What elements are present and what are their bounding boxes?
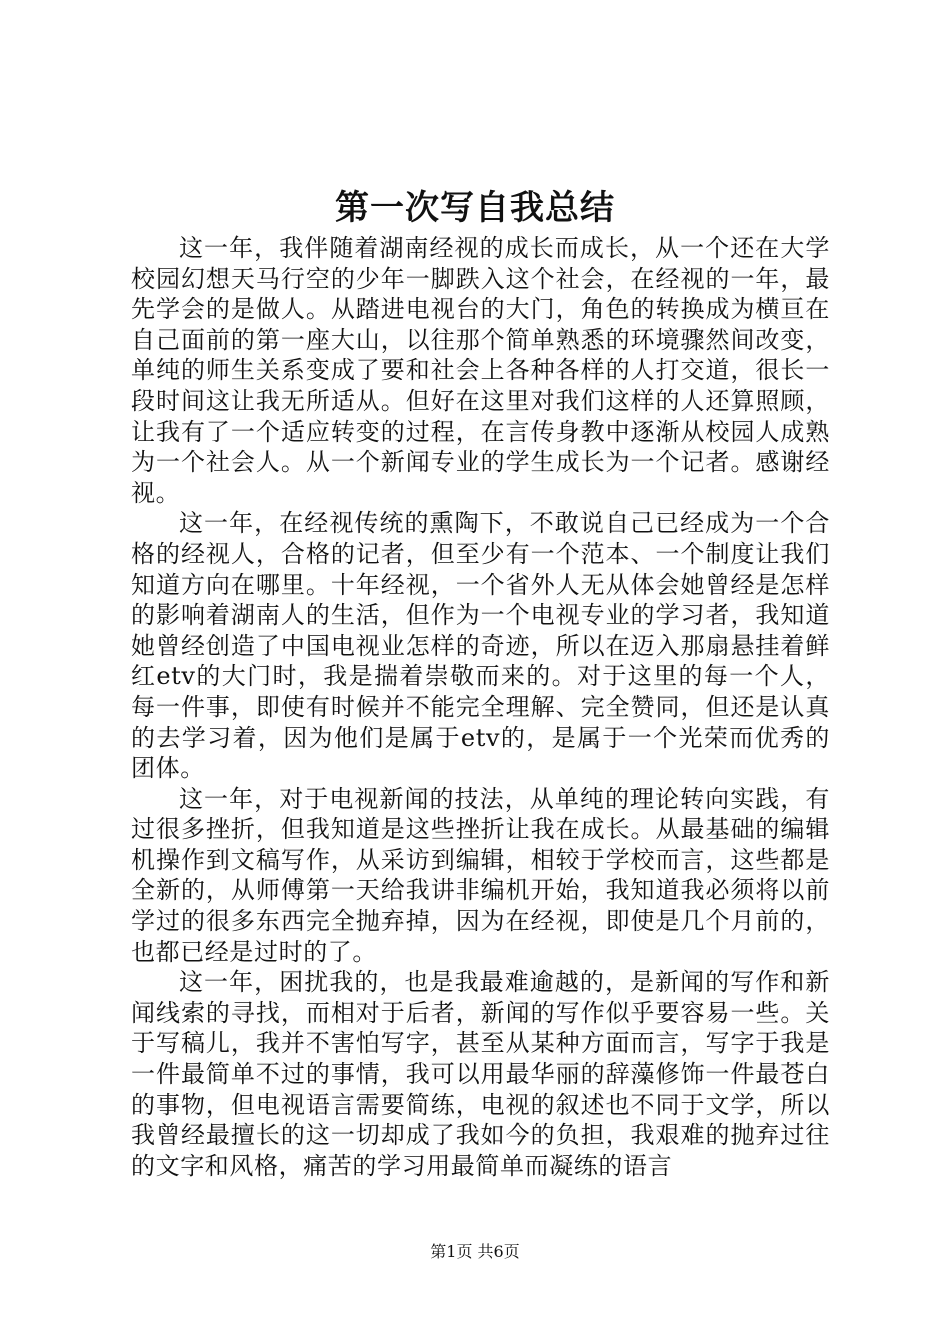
paragraph-4: 这一年，困扰我的，也是我最难逾越的，是新闻的写作和新闻线索的寻找，而相对于后者，新闻的写作似乎要容易一些。关于写稿儿，我并不害怕写字，甚至从某种方面而言，写字于我是一件最简单不过的事情，我可以用最华丽的辞藻修饰一件最苍白的事物，但电视语言需要简练，电视的叙述也不同于文学，所以我曾经最擅长的这一切却成了我如今的负担，我艰难的抛弃过往的文字和风格，痛苦的学习用最简单而凝练的语言 [131,968,830,1180]
page-footer: 第1页 共6页 [430,1242,520,1261]
paragraph-2: 这一年，在经视传统的熏陶下，不敢说自己已经成为一个合格的经视人，合格的记者，但至少有一个范本、一个制度让我们知道方向在哪里。十年经视，一个省外人无从体会她曾经是怎样的影响着湖南人的生活，但作为一个电视专业的学习者，我知道她曾经创造了中国电视业怎样的奇迹，所以在迈入那扇悬挂着鲜红etv的大门时，我是揣着崇敬而来的。对于这里的每一个人，每一件事，即使有时候并不能完全理解、完全赞同，但还是认真的去学习着，因为他们是属于etv的，是属于一个光荣而优秀的团体。 [131,509,830,783]
paragraph-3: 这一年，对于电视新闻的技法，从单纯的理论转向实践，有过很多挫折，但我知道是这些挫折让我在成长。从最基础的编辑机操作到文稿写作，从采访到编辑，相较于学校而言，这些都是全新的，从师傅第一天给我讲非编机开始，我知道我必须将以前学过的很多东西完全抛弃掉，因为在经视，即使是几个月前的，也都已经是过时的了。 [131,784,830,966]
document-title: 第一次写自我总结 [335,188,615,228]
document-body [131,233,830,1181]
paragraph-1: 这一年，我伴随着湖南经视的成长而成长，从一个还在大学校园幻想天马行空的少年一脚跌入这个社会，在经视的一年，最先学会的是做人。从踏进电视台的大门，角色的转换成为横亘在自己面前的第一座大山，以往那个简单熟悉的环境骤然间改变，单纯的师生关系变成了要和社会上各种各样的人打交道，很长一段时间这让我无所适从。但好在这里对我们这样的人还算照顾，让我有了一个适应转变的过程，在言传身教中逐渐从校园人成熟为一个社会人。从一个新闻专业的学生成长为一个记者。感谢经视。 [131,234,830,507]
